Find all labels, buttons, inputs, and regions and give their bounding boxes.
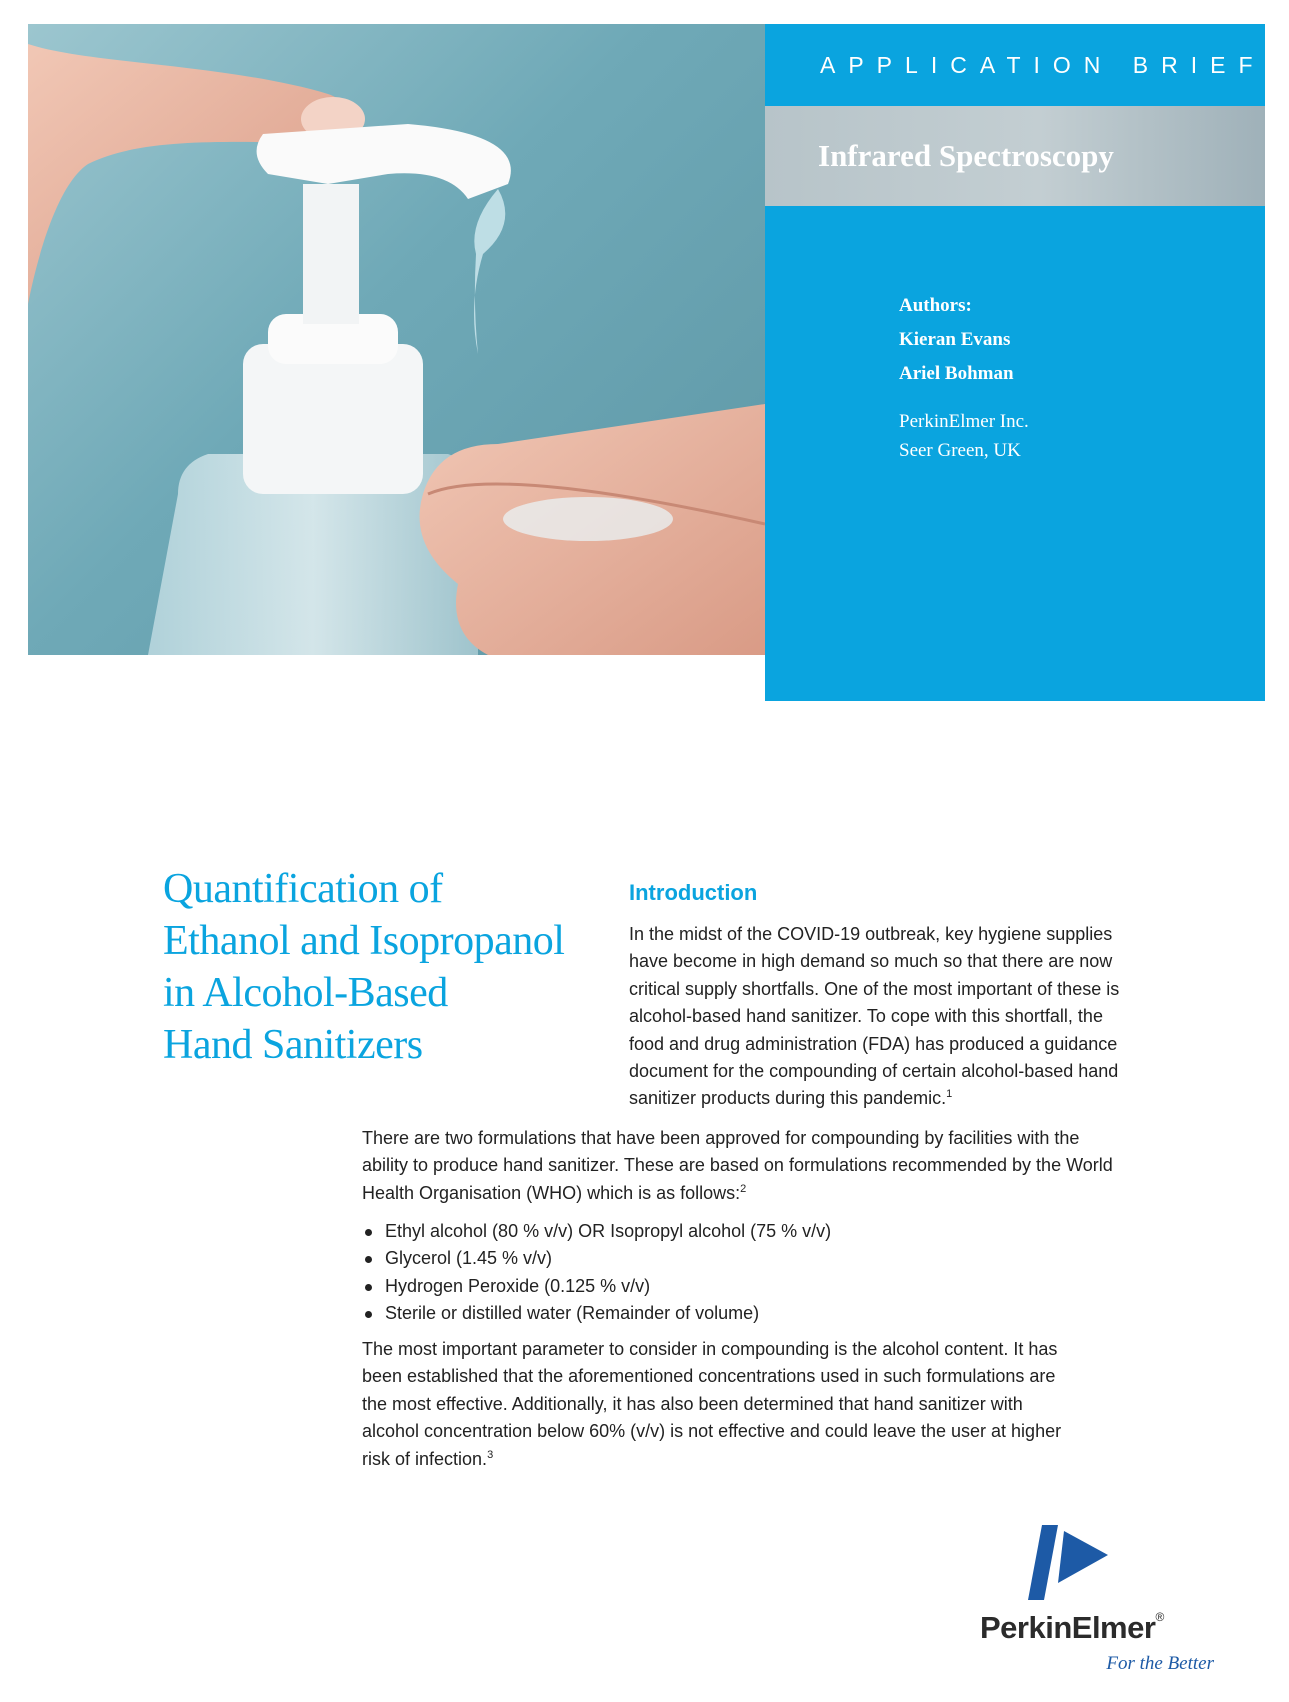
list-item xyxy=(362,1273,831,1300)
title-line: in Alcohol-Based xyxy=(163,970,448,1016)
location: Seer Green, UK xyxy=(899,440,1021,461)
text-line: ability to produce hand sanitizer. These are based on formulations recommended by the World xyxy=(362,1155,1113,1176)
text-line: food and drug administration (FDA) has produced a guidance xyxy=(629,1033,1118,1054)
authors-heading: Authors: xyxy=(899,295,972,316)
list-item-text: Ethyl alcohol (80 % v/v) OR Isopropyl alcohol (75 % v/v) xyxy=(385,1221,832,1241)
document-category: APPLICATION BRIEF xyxy=(765,24,1265,106)
bullet-icon xyxy=(365,1256,372,1263)
hand-sanitizer-photo xyxy=(28,24,765,655)
text: risk of infection. xyxy=(362,1448,488,1469)
text-line-last xyxy=(362,1446,1172,1473)
document-topic: Infrared Spectroscopy xyxy=(765,106,1265,206)
section-heading: Introduction xyxy=(629,880,758,905)
author-affiliation xyxy=(899,407,1029,465)
logo-mark-icon xyxy=(1028,1525,1108,1600)
organization: PerkinElmer Inc. xyxy=(899,411,1029,432)
wordmark-text: PerkinElmer xyxy=(980,1610,1156,1645)
reference-marker: 1 xyxy=(946,1088,953,1101)
reference-marker: 3 xyxy=(487,1448,494,1461)
text-line: document for the compounding of certain alcohol-based hand xyxy=(629,1061,1119,1082)
title-line: Hand Sanitizers xyxy=(163,1022,423,1068)
author-name: Ariel Bohman xyxy=(899,363,1014,384)
text-line-last xyxy=(629,1085,1169,1112)
text-line: alcohol concentration below 60% (v/v) is not effective and could leave the user at higher xyxy=(362,1421,1062,1442)
list-item-text: Hydrogen Peroxide (0.125 % v/v) xyxy=(385,1275,651,1296)
text-line: alcohol-based hand sanitizer. To cope with this shortfall, the xyxy=(629,1006,1103,1027)
list-item xyxy=(362,1218,831,1245)
text-line: been established that the aforementioned concentrations used in such formulations are xyxy=(362,1366,1056,1387)
header-panel xyxy=(765,24,1265,701)
reference-marker: 2 xyxy=(740,1182,747,1195)
title-line: Ethanol and Isopropanol xyxy=(163,918,565,964)
text-line: The most important parameter to consider in compounding is the alcohol content. It has xyxy=(362,1339,1058,1359)
body-paragraph xyxy=(362,1336,1172,1473)
text-line: There are two formulations that have been approved for compounding by facilities with the xyxy=(362,1128,1080,1148)
authors-block xyxy=(899,289,1029,465)
bullet-icon xyxy=(365,1229,372,1236)
logo-wordmark xyxy=(980,1610,1164,1646)
hero-photo xyxy=(28,24,765,655)
text: Health Organisation (WHO) which is as follows: xyxy=(362,1182,741,1203)
formulation-list xyxy=(362,1218,831,1328)
list-item-text: Glycerol (1.45 % v/v) xyxy=(385,1248,553,1269)
perkinelmer-logo xyxy=(980,1525,1220,1675)
registered-mark: ® xyxy=(1155,1610,1164,1624)
page-title xyxy=(163,863,603,1071)
list-item xyxy=(362,1245,831,1272)
text-line: critical supply shortfalls. One of the most important of these is xyxy=(629,978,1120,999)
text-line-last xyxy=(362,1180,1172,1207)
bullet-icon xyxy=(365,1284,372,1291)
author-name: Kieran Evans xyxy=(899,329,1011,350)
text-line: have become in high demand so much so that there are now xyxy=(629,951,1113,972)
text: sanitizer products during this pandemic. xyxy=(629,1088,947,1109)
intro-paragraph xyxy=(629,921,1169,1113)
text-line: the most effective. Additionally, it has also been determined that hand sanitizer with xyxy=(362,1393,1023,1414)
list-item xyxy=(362,1300,831,1327)
logo-tagline: For the Better xyxy=(1106,1653,1214,1674)
title-line: Quantification of xyxy=(163,866,443,912)
body-paragraph xyxy=(362,1125,1172,1207)
bullet-icon xyxy=(365,1311,372,1318)
text-line: In the midst of the COVID-19 outbreak, key hygiene supplies xyxy=(629,924,1113,944)
list-item-text: Sterile or distilled water (Remainder of volume) xyxy=(385,1303,760,1324)
